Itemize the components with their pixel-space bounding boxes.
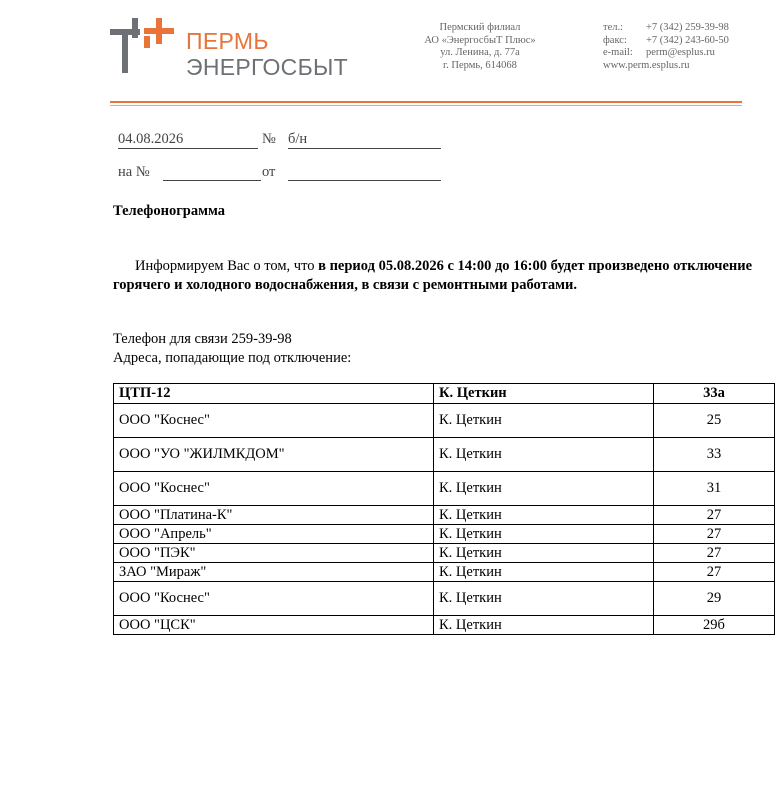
house-cell: 27 — [654, 506, 775, 525]
notice-paragraph — [113, 257, 753, 295]
street-cell: К. Цеткин — [434, 525, 654, 544]
house-cell: 33 — [654, 438, 775, 472]
company-logo-icon — [108, 18, 176, 76]
reply-to-number-blank — [163, 163, 261, 181]
notice-bold: в период 05.08.2026 с 14:00 до 16:00 будет произведено отключение горячего и холодного водоснабжения, в связи с ремонтными работами. — [113, 258, 753, 293]
house-cell: 29б — [654, 616, 775, 635]
tel-label: тел.: — [603, 22, 624, 33]
number-label: № — [262, 131, 276, 147]
table-row — [114, 506, 775, 525]
from-label: от — [262, 164, 276, 180]
contacts-block — [603, 22, 729, 72]
street-cell: К. Цеткин — [434, 404, 654, 438]
notice-intro: Информируем Вас о том, что — [135, 258, 319, 274]
table-row — [114, 525, 775, 544]
org-line-3: ул. Ленина, д. 77а — [440, 47, 520, 58]
table-row — [114, 438, 775, 472]
organization-cell: ООО "Коснес" — [114, 472, 434, 506]
addresses-table — [113, 383, 775, 635]
organization-cell: ООО "УО "ЖИЛМКДОМ" — [114, 438, 434, 472]
house-cell: 27 — [654, 563, 775, 582]
email-label: e-mail: — [603, 47, 633, 58]
from-date-blank — [288, 163, 441, 181]
org-line-4: г. Пермь, 614068 — [443, 59, 517, 71]
street-cell: К. Цеткин — [434, 544, 654, 563]
table-row — [114, 582, 775, 616]
company-logo-text — [186, 28, 348, 80]
table-row — [114, 563, 775, 582]
header-cell-house: 33а — [654, 384, 775, 404]
org-line-1: Пермский филиал — [439, 22, 521, 33]
header-divider-accent — [110, 101, 742, 103]
organization-cell: ООО "ЦСК" — [114, 616, 434, 635]
reply-to-label: на № — [118, 164, 150, 180]
street-cell: К. Цеткин — [434, 582, 654, 616]
table-header-row — [114, 384, 775, 404]
table-row — [114, 544, 775, 563]
house-cell: 25 — [654, 404, 775, 438]
fax-value: +7 (342) 243-60-50 — [646, 34, 729, 46]
fax-label: факс: — [603, 34, 627, 46]
table-row — [114, 472, 775, 506]
org-line-2: АО «ЭнергосбыТ Плюс» — [424, 34, 536, 46]
logo-line-1: ПЕРМЬ — [186, 28, 269, 54]
org-address-block — [400, 22, 560, 72]
tel-value: +7 (342) 259-39-98 — [646, 22, 729, 33]
organization-cell: ООО "Коснес" — [114, 404, 434, 438]
house-cell: 29 — [654, 582, 775, 616]
organization-cell: ООО "ПЭК" — [114, 544, 434, 563]
street-cell: К. Цеткин — [434, 438, 654, 472]
table-row — [114, 616, 775, 635]
header-cell-street: К. Цеткин — [434, 384, 654, 404]
logo-line-2: ЭНЕРГОСБЫТ — [186, 54, 348, 80]
street-cell: К. Цеткин — [434, 563, 654, 582]
house-cell: 31 — [654, 472, 775, 506]
header-divider-gray — [110, 105, 742, 106]
street-cell: К. Цеткин — [434, 506, 654, 525]
letter-date: 04.08.2026 — [118, 130, 258, 149]
street-cell: К. Цеткин — [434, 472, 654, 506]
street-cell: К. Цеткин — [434, 616, 654, 635]
organization-cell: ООО "Коснес" — [114, 582, 434, 616]
contact-phone-line: Телефон для связи 259-39-98 — [113, 331, 292, 347]
organization-cell: ЗАО "Мираж" — [114, 563, 434, 582]
organization-cell: ООО "Платина-К" — [114, 506, 434, 525]
addresses-label: Адреса, попадающие под отключение: — [113, 350, 352, 366]
house-cell: 27 — [654, 544, 775, 563]
house-cell: 27 — [654, 525, 775, 544]
website-link[interactable]: www.perm.esplus.ru — [603, 59, 690, 71]
table-row — [114, 404, 775, 438]
header-cell-station: ЦТП-12 — [114, 384, 434, 404]
organization-cell: ООО "Апрель" — [114, 525, 434, 544]
letter-number: б/н — [288, 130, 441, 149]
document-title: Телефонограмма — [113, 203, 225, 219]
email-value[interactable]: perm@esplus.ru — [646, 47, 715, 58]
